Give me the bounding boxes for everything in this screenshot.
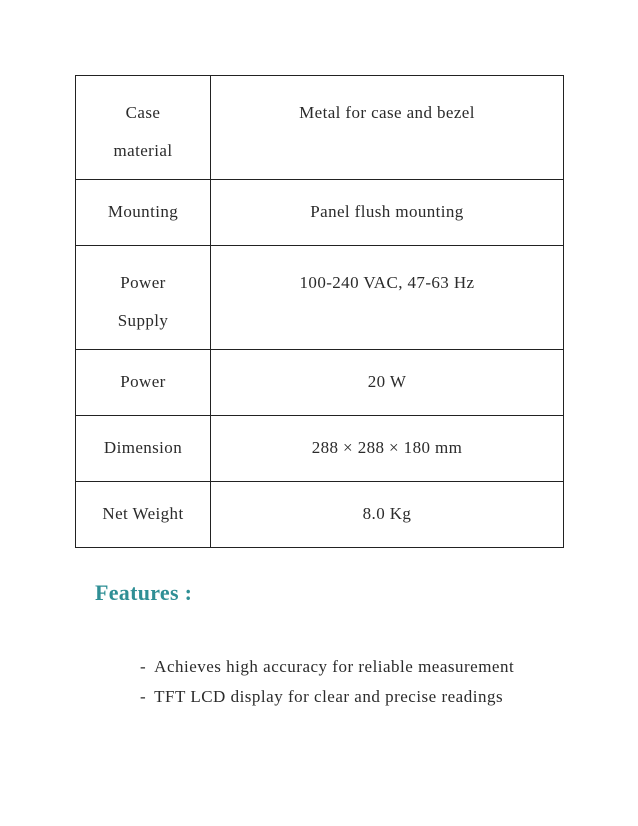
spec-label-line: Case: [125, 103, 161, 122]
spec-value: 8.0 Kg: [211, 482, 564, 548]
spec-value: Panel flush mounting: [211, 180, 564, 246]
spec-label: [76, 416, 211, 482]
spec-table: [75, 75, 564, 548]
feature-item: [140, 682, 514, 712]
spec-label-line: Supply: [117, 311, 169, 330]
spec-row-mounting: [76, 180, 564, 246]
feature-text: TFT LCD display for clear and precise readings: [154, 687, 504, 706]
spec-value: 20 W: [211, 350, 564, 416]
spec-label-line: Power: [120, 372, 166, 391]
spec-label-line: Power: [120, 273, 166, 292]
spec-row-power: [76, 350, 564, 416]
spec-label: [76, 482, 211, 548]
spec-label: [76, 76, 211, 180]
spec-label-line: Mounting: [107, 202, 179, 221]
features-list: [140, 652, 514, 712]
bullet-dash: -: [140, 687, 147, 706]
spec-row-net-weight: [76, 482, 564, 548]
spec-row-case-material: [76, 76, 564, 180]
bullet-dash: -: [140, 657, 147, 676]
spec-label: [76, 246, 211, 350]
features-heading: Features :: [95, 580, 193, 605]
feature-text: Achieves high accuracy for reliable measurement: [154, 657, 515, 676]
spec-row-power-supply: [76, 246, 564, 350]
spec-value: 100-240 VAC, 47-63 Hz: [211, 246, 564, 350]
spec-value: 288 × 288 × 180 mm: [211, 416, 564, 482]
feature-item: [140, 652, 514, 682]
spec-value: Metal for case and bezel: [211, 76, 564, 180]
spec-label: [76, 180, 211, 246]
spec-row-dimension: [76, 416, 564, 482]
spec-label-line: material: [113, 141, 173, 160]
spec-label-line: Dimension: [103, 438, 183, 457]
spec-label-line: Net Weight: [102, 504, 184, 523]
spec-label: [76, 350, 211, 416]
